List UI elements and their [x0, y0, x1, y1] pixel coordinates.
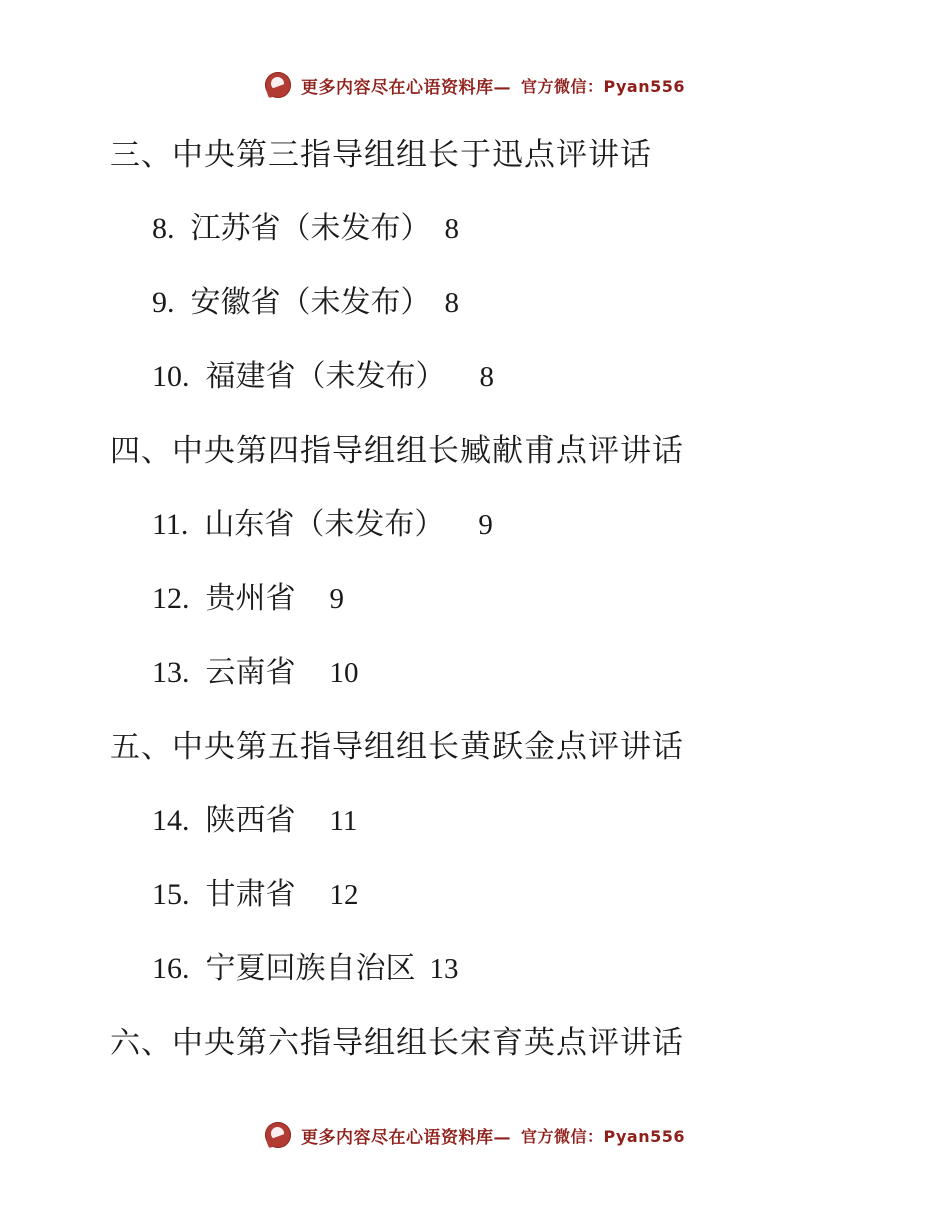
toc-entry-number: 8.: [152, 212, 175, 245]
toc-entry-number: 10.: [152, 360, 190, 393]
toc-entry[interactable]: [0, 192, 950, 266]
toc-entry-number: 16.: [152, 952, 190, 985]
toc-entry[interactable]: [0, 858, 950, 932]
toc-entry-title: 福建省（未发布）: [205, 359, 446, 394]
toc-entry-title: 陕西省: [205, 803, 296, 838]
toc-entry-title: 中央第四指导组组长臧献甫点评讲话: [172, 433, 684, 469]
toc-entry[interactable]: [0, 932, 950, 1006]
toc-entry-title: 安徽省（未发布）: [190, 285, 431, 320]
toc-entry-page-number: 8: [444, 213, 459, 245]
toc-entry-page-number: 9: [478, 509, 493, 541]
toc-entry-page-number: 10: [329, 657, 359, 689]
toc-entry-title: 宁夏回族自治区: [205, 951, 416, 986]
toc-entry[interactable]: [0, 562, 950, 636]
toc-entry[interactable]: [0, 710, 950, 784]
toc-entry-number: 13.: [152, 656, 190, 689]
toc-entry-title: 甘肃省: [205, 877, 296, 912]
toc-entry-number: 六、: [110, 1027, 172, 1060]
table-of-contents: [0, 118, 950, 1080]
circle-stamp-icon: [265, 72, 291, 98]
toc-entry-title: 中央第六指导组组长宋育英点评讲话: [172, 1025, 684, 1061]
toc-entry-number: 四、: [110, 435, 172, 468]
toc-entry-number: 五、: [110, 731, 172, 764]
toc-entry[interactable]: [0, 414, 950, 488]
toc-entry[interactable]: [0, 636, 950, 710]
toc-entry-title: 云南省: [205, 655, 296, 690]
watermark-bottom: [0, 1122, 950, 1148]
toc-entry-page-number: 8: [444, 287, 459, 319]
toc-entry-number: 12.: [152, 582, 190, 615]
toc-entry-page-number: 12: [329, 879, 359, 911]
toc-entry[interactable]: [0, 784, 950, 858]
toc-entry[interactable]: [0, 340, 950, 414]
toc-entry-number: 11.: [152, 508, 189, 541]
toc-entry-title: 贵州省: [205, 581, 296, 616]
toc-entry[interactable]: [0, 266, 950, 340]
watermark-sub-text: 官方微信：Pyan556: [520, 1126, 686, 1146]
watermark-top: [0, 72, 950, 98]
toc-entry-number: 9.: [152, 286, 175, 319]
watermark-main-text: 更多内容尽在心语资料库—: [300, 1127, 511, 1148]
toc-entry-title: 中央第五指导组组长黄跃金点评讲话: [172, 729, 684, 765]
toc-entry[interactable]: [0, 118, 950, 192]
toc-entry-number: 三、: [110, 139, 172, 172]
toc-entry-page-number: 9: [329, 583, 344, 615]
toc-entry-title: 江苏省（未发布）: [190, 211, 431, 246]
circle-stamp-icon: [265, 1122, 291, 1148]
toc-entry-number: 14.: [152, 804, 190, 837]
toc-entry[interactable]: [0, 488, 950, 562]
toc-entry-page-number: 13: [429, 953, 459, 985]
toc-entry-title: 山东省（未发布）: [204, 507, 445, 542]
toc-entry-title: 中央第三指导组组长于迅点评讲话: [172, 137, 652, 173]
watermark-main-text: 更多内容尽在心语资料库—: [300, 77, 511, 98]
toc-entry[interactable]: [0, 1006, 950, 1080]
toc-entry-number: 15.: [152, 878, 190, 911]
watermark-sub-text: 官方微信：Pyan556: [520, 76, 686, 96]
toc-entry-page-number: 11: [329, 805, 358, 837]
toc-entry-page-number: 8: [479, 361, 494, 393]
